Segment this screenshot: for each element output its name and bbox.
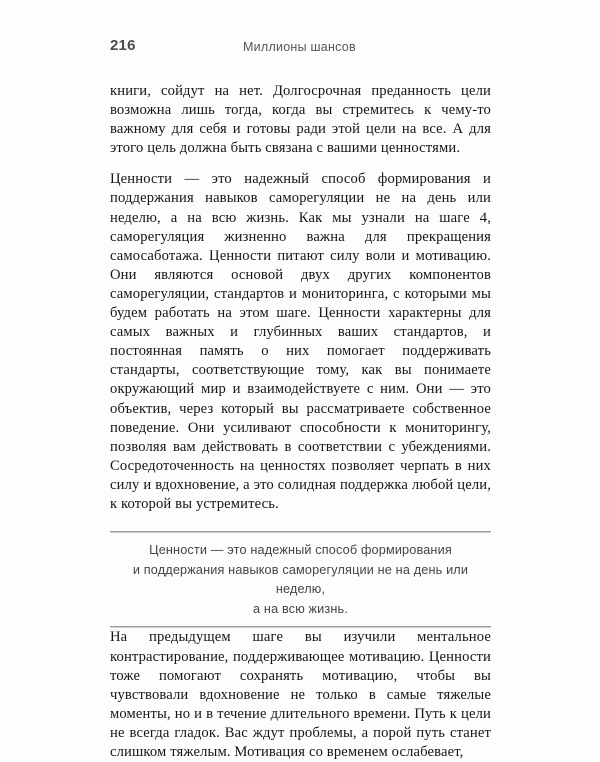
pullquote-line-1: Ценности — это надежный способ формирования <box>149 543 452 558</box>
pullquote-line-2: и поддержания навыков саморегуляции не на день или неделю, <box>132 562 469 597</box>
paragraph-3: На предыдущем шаге вы изучили ментальное контрастирование, поддерживающее мотивацию. Ценности тоже помогают сохранять мотивацию, чтобы вы чувствовали вдохновение не только в самые тяжелые моменты, но и в течение длительного времени. Путь к цели не всегда гладок. Вас ждут проблемы, а порой путь станет слишком тяжелым. Мотивация со временем ослабевает, <box>110 629 491 760</box>
paragraph-1: книги, сойдут на нет. Долгосрочная преданность цели возможна лишь тогда, когда вы стремитесь к чему-то важному для себя и готовы ради этой цели на все. А для этого цель должна быть связана с вашими ценностями. <box>110 83 491 157</box>
paragraph-2: Ценности — это надежный способ формирования и поддержания навыков саморегуляции не на день или неделю, а на всю жизнь. Как мы узнали на шаге 4, саморегуляция жизненно важна для прекращения самосаботажа. Ценности питают силу воли и мотивацию. Они являются основой двух других компонентов саморегуляции, стандартов и мониторинга, с которыми мы будем работать на этом шаге. Ценности характерны для самых важных и глубинных ваших стандартов, и постоянная память о них помогает поддерживать стандарты, соответствующие тому, как вы понимаете окружающий мир и взаимодействуете с ним. Они — это объектив, через который вы рассматриваете собственное поведение. Они усиливают способности к мониторингу, позволяя вам действовать в соответствии с убеждениями. Сосредоточенность на ценностях позволяет черпать в них силу и вдохновение, а это солидная поддержка любой цели, к которой вы устремитесь. <box>110 171 491 512</box>
running-title: Миллионы шансов <box>243 40 356 54</box>
running-header <box>110 36 490 60</box>
pullquote-line-3: а на всю жизнь. <box>253 601 348 616</box>
pullquote <box>110 531 491 628</box>
page-number: 216 <box>110 37 136 54</box>
text-column <box>110 82 491 762</box>
pullquote-text <box>110 533 491 626</box>
